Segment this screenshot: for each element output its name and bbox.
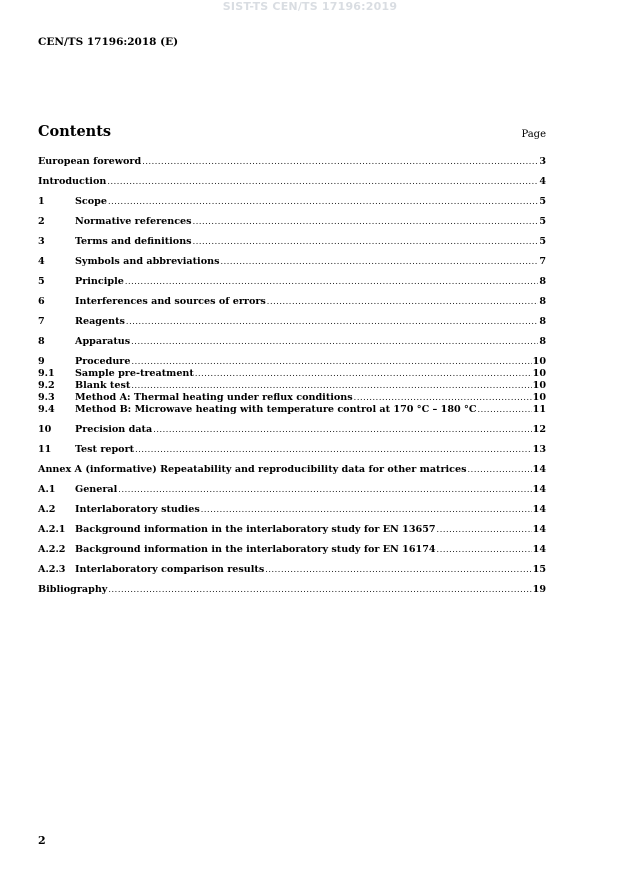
toc-entry-number: A.2.1 (38, 524, 66, 535)
toc-entry-title: Scope (75, 196, 107, 207)
toc-entry-page: 4 (539, 176, 546, 187)
toc-dot-leader (354, 392, 532, 404)
toc-entry[interactable] (38, 404, 546, 416)
toc-dot-leader (220, 256, 538, 268)
toc-dot-leader (437, 524, 532, 536)
toc-entry-number: A.2.2 (38, 544, 66, 555)
toc-entry[interactable] (38, 544, 546, 556)
page-column-label: Page (521, 129, 546, 140)
toc-entry-title: Blank test (75, 380, 131, 391)
toc-dot-leader (142, 156, 538, 168)
toc-entry-number: 1 (38, 196, 45, 207)
toc-entry-title: Background information in the interlaboratory study for EN 16174 (75, 544, 436, 555)
toc-entry-page: 19 (532, 584, 546, 595)
toc-entry[interactable] (38, 156, 546, 168)
toc-entry[interactable] (38, 236, 546, 248)
toc-dot-leader (195, 368, 532, 380)
toc-entry[interactable] (38, 296, 546, 308)
toc-entry[interactable] (38, 380, 546, 392)
toc-entry[interactable] (38, 276, 546, 288)
toc-entry-number: 6 (38, 296, 45, 307)
toc-entry-page: 5 (539, 216, 546, 227)
toc-entry-page: 7 (539, 256, 546, 267)
toc-dot-leader (107, 176, 538, 188)
toc-dot-leader (126, 316, 538, 328)
toc-entry-page: 10 (532, 368, 546, 379)
contents-title: Contents (38, 123, 112, 140)
toc-entry-page: 5 (539, 236, 546, 247)
toc-entry-page: 5 (539, 196, 546, 207)
toc-entry-title: Bibliography (38, 584, 108, 595)
toc-entry-page: 8 (539, 316, 546, 327)
toc-entry-page: 13 (532, 444, 546, 455)
toc-entry-title: Apparatus (75, 336, 131, 347)
toc-entry-number: 7 (38, 316, 45, 327)
toc-entry-title: Introduction (38, 176, 107, 187)
toc-entry-number: 9.2 (38, 380, 55, 391)
toc-dot-leader (265, 564, 531, 576)
toc-entry-title: Method B: Microwave heating with temperature control at 170 °C – 180 °C (75, 404, 477, 415)
toc-entry[interactable] (38, 564, 546, 576)
toc-entry-page: 14 (532, 544, 546, 555)
toc-entry-page: 14 (532, 484, 546, 495)
toc-dot-leader (193, 236, 539, 248)
toc-dot-leader (125, 276, 538, 288)
watermark: SIST-TS CEN/TS 17196:2019 (222, 0, 398, 13)
toc-entry[interactable] (38, 392, 546, 404)
toc-entry-number: 11 (38, 444, 52, 455)
toc-entry-number: 9.1 (38, 368, 55, 379)
toc-dot-leader (135, 444, 532, 456)
toc-dot-leader (108, 584, 531, 596)
toc-dot-leader (193, 216, 539, 228)
toc-entry[interactable] (38, 444, 546, 456)
page-number: 2 (38, 834, 46, 847)
toc-entry-page: 14 (532, 464, 546, 475)
toc-entry-number: 2 (38, 216, 45, 227)
toc-entry[interactable] (38, 196, 546, 208)
toc-entry-page: 14 (532, 504, 546, 515)
toc-dot-leader (118, 484, 531, 496)
toc-entry-title: Background information in the interlaboratory study for EN 13657 (75, 524, 436, 535)
toc-entry-number: 8 (38, 336, 45, 347)
toc-entry-title: Normative references (75, 216, 192, 227)
toc-entry-number: A.2.3 (38, 564, 66, 575)
toc-entry[interactable] (38, 584, 546, 596)
toc-entry-title: Interlaboratory studies (75, 504, 200, 515)
toc-entry-page: 8 (539, 296, 546, 307)
toc-entry-title: Terms and definitions (75, 236, 192, 247)
document-id-header: CEN/TS 17196:2018 (E) (38, 36, 179, 48)
toc-dot-leader (478, 404, 532, 416)
toc-entry-number: 5 (38, 276, 45, 287)
toc-entry-page: 10 (532, 356, 546, 367)
toc-entry[interactable] (38, 504, 546, 516)
toc-entry-title: General (75, 484, 118, 495)
toc-entry-page: 8 (539, 276, 546, 287)
toc-entry-page: 11 (532, 404, 546, 415)
toc-entry[interactable] (38, 356, 546, 368)
toc-entry-page: 15 (532, 564, 546, 575)
toc-entry-number: 10 (38, 424, 52, 435)
toc-entry-title: Method A: Thermal heating under reflux conditions (75, 392, 353, 403)
toc-entry[interactable] (38, 316, 546, 328)
toc-entry[interactable] (38, 484, 546, 496)
toc-dot-leader (108, 196, 538, 208)
toc-entry-title: Test report (75, 444, 135, 455)
toc-entry-page: 12 (532, 424, 546, 435)
toc-dot-leader (201, 504, 532, 516)
toc-dot-leader (131, 336, 538, 348)
toc-entry-number: 9.4 (38, 404, 55, 415)
toc-entry-title: Interferences and sources of errors (75, 296, 266, 307)
toc-dot-leader (267, 296, 539, 308)
toc-entry-title: Symbols and abbreviations (75, 256, 220, 267)
toc-dot-leader (153, 424, 531, 436)
toc-entry-number: 9 (38, 356, 45, 367)
toc-entry-title: European foreword (38, 156, 142, 167)
toc-entry-title: Precision data (75, 424, 153, 435)
toc-entry-page: 10 (532, 380, 546, 391)
toc-entry-number: A.1 (38, 484, 56, 495)
toc-entry[interactable] (38, 216, 546, 228)
toc-entry-number: A.2 (38, 504, 56, 515)
toc-dot-leader (468, 464, 532, 476)
toc-entry[interactable] (38, 176, 546, 188)
toc-entry[interactable] (38, 424, 546, 436)
toc-entry[interactable] (38, 336, 546, 348)
toc-entry[interactable] (38, 464, 546, 476)
toc-entry-number: 3 (38, 236, 45, 247)
toc-entry-title: Procedure (75, 356, 131, 367)
toc-entry-title: Sample pre-treatment (75, 368, 194, 379)
toc-entry-page: 3 (539, 156, 546, 167)
toc-entry[interactable] (38, 524, 546, 536)
toc-entry[interactable] (38, 368, 546, 380)
toc-entry-number: 9.3 (38, 392, 55, 403)
toc-entry-title: Interlaboratory comparison results (75, 564, 265, 575)
toc-entry-title: Reagents (75, 316, 125, 327)
table-of-contents (38, 156, 546, 596)
toc-entry-page: 14 (532, 524, 546, 535)
toc-dot-leader (131, 356, 531, 368)
toc-dot-leader (131, 380, 531, 392)
toc-entry-page: 10 (532, 392, 546, 403)
toc-dot-leader (437, 544, 532, 556)
toc-entry-page: 8 (539, 336, 546, 347)
toc-entry-title: Principle (75, 276, 124, 287)
toc-entry-title: Annex A (informative) Repeatability and reproducibility data for other matrices (38, 464, 467, 475)
toc-entry[interactable] (38, 256, 546, 268)
toc-entry-number: 4 (38, 256, 45, 267)
